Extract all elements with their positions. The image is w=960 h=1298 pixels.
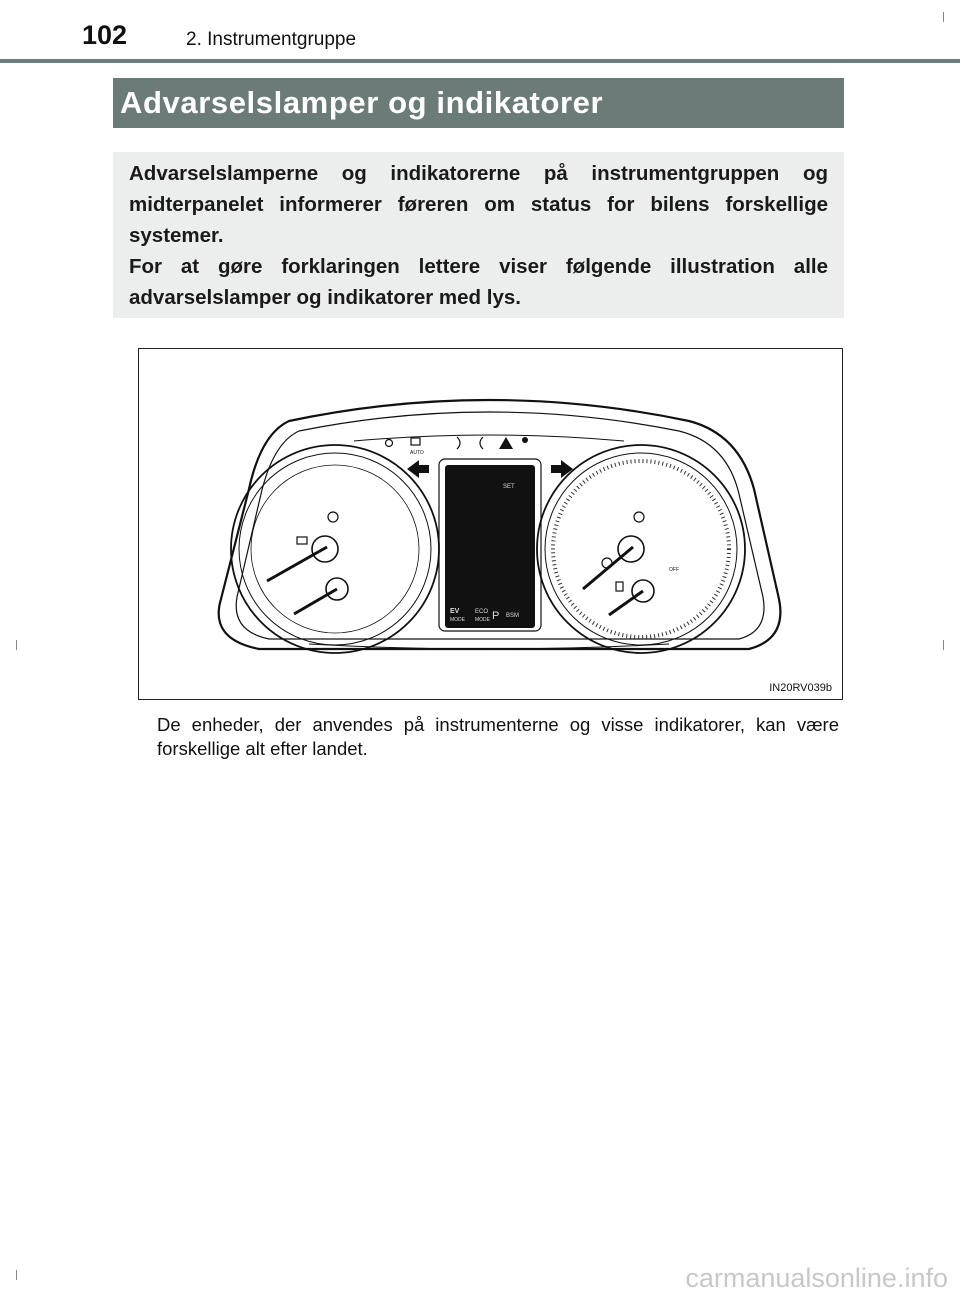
cruise-icon <box>602 558 612 568</box>
center-display <box>445 465 535 628</box>
auto-light-icon <box>411 438 420 445</box>
turn-left-icon <box>407 460 429 478</box>
svg-text:P: P <box>492 610 500 622</box>
turn-right-icon <box>551 460 573 478</box>
figure-code: IN20RV039b <box>769 682 832 694</box>
svg-text:SET: SET <box>503 484 515 490</box>
seatbelt-icon <box>522 437 528 443</box>
vsc-icon <box>634 512 644 522</box>
svg-text:OFF: OFF <box>669 567 679 573</box>
fuel-icon <box>616 582 623 591</box>
intro-paragraph-2: For at gøre forklaringen lettere viser følgende illustration alle advarselslamper og indikatorer med lys. <box>129 255 828 309</box>
hazard-icon <box>499 437 513 449</box>
crop-mark <box>943 640 944 650</box>
section-title: Advarselslamper og indikatorer <box>120 85 604 120</box>
svg-text:BSM: BSM <box>506 613 520 619</box>
check-engine-icon <box>297 537 307 544</box>
intro-paragraph-1: Advarselslamperne og indikatorerne på instrumentgruppen og midterpanelet informerer føreren om status for bilens forskellige systemer. <box>129 162 828 247</box>
svg-text:AUTO: AUTO <box>410 450 424 456</box>
fog-light-icon <box>457 437 460 449</box>
note-text: De enheder, der anvendes på instrumenterne og visse indikatorer, kan være forskellige alt efter landet. <box>157 714 839 759</box>
intro-box <box>113 152 844 318</box>
instrument-cluster-figure <box>138 348 843 700</box>
svg-text:EV: EV <box>450 608 460 615</box>
watermark: carmanualsonline.info <box>685 1263 948 1293</box>
crop-mark <box>16 640 17 650</box>
header-rule <box>0 59 960 63</box>
svg-text:ECO: ECO <box>475 609 489 615</box>
crop-mark <box>943 12 944 22</box>
crop-mark <box>16 1270 17 1280</box>
svg-text:MODE: MODE <box>450 617 465 623</box>
headlight-icon <box>386 440 393 447</box>
page-number: 102 <box>82 20 128 50</box>
brake-icon <box>328 512 338 522</box>
chapter-title: 2. Instrumentgruppe <box>186 29 357 50</box>
svg-text:MODE: MODE <box>475 617 490 623</box>
indicator-strip <box>386 437 529 456</box>
instrument-cluster-illustration <box>139 349 843 700</box>
